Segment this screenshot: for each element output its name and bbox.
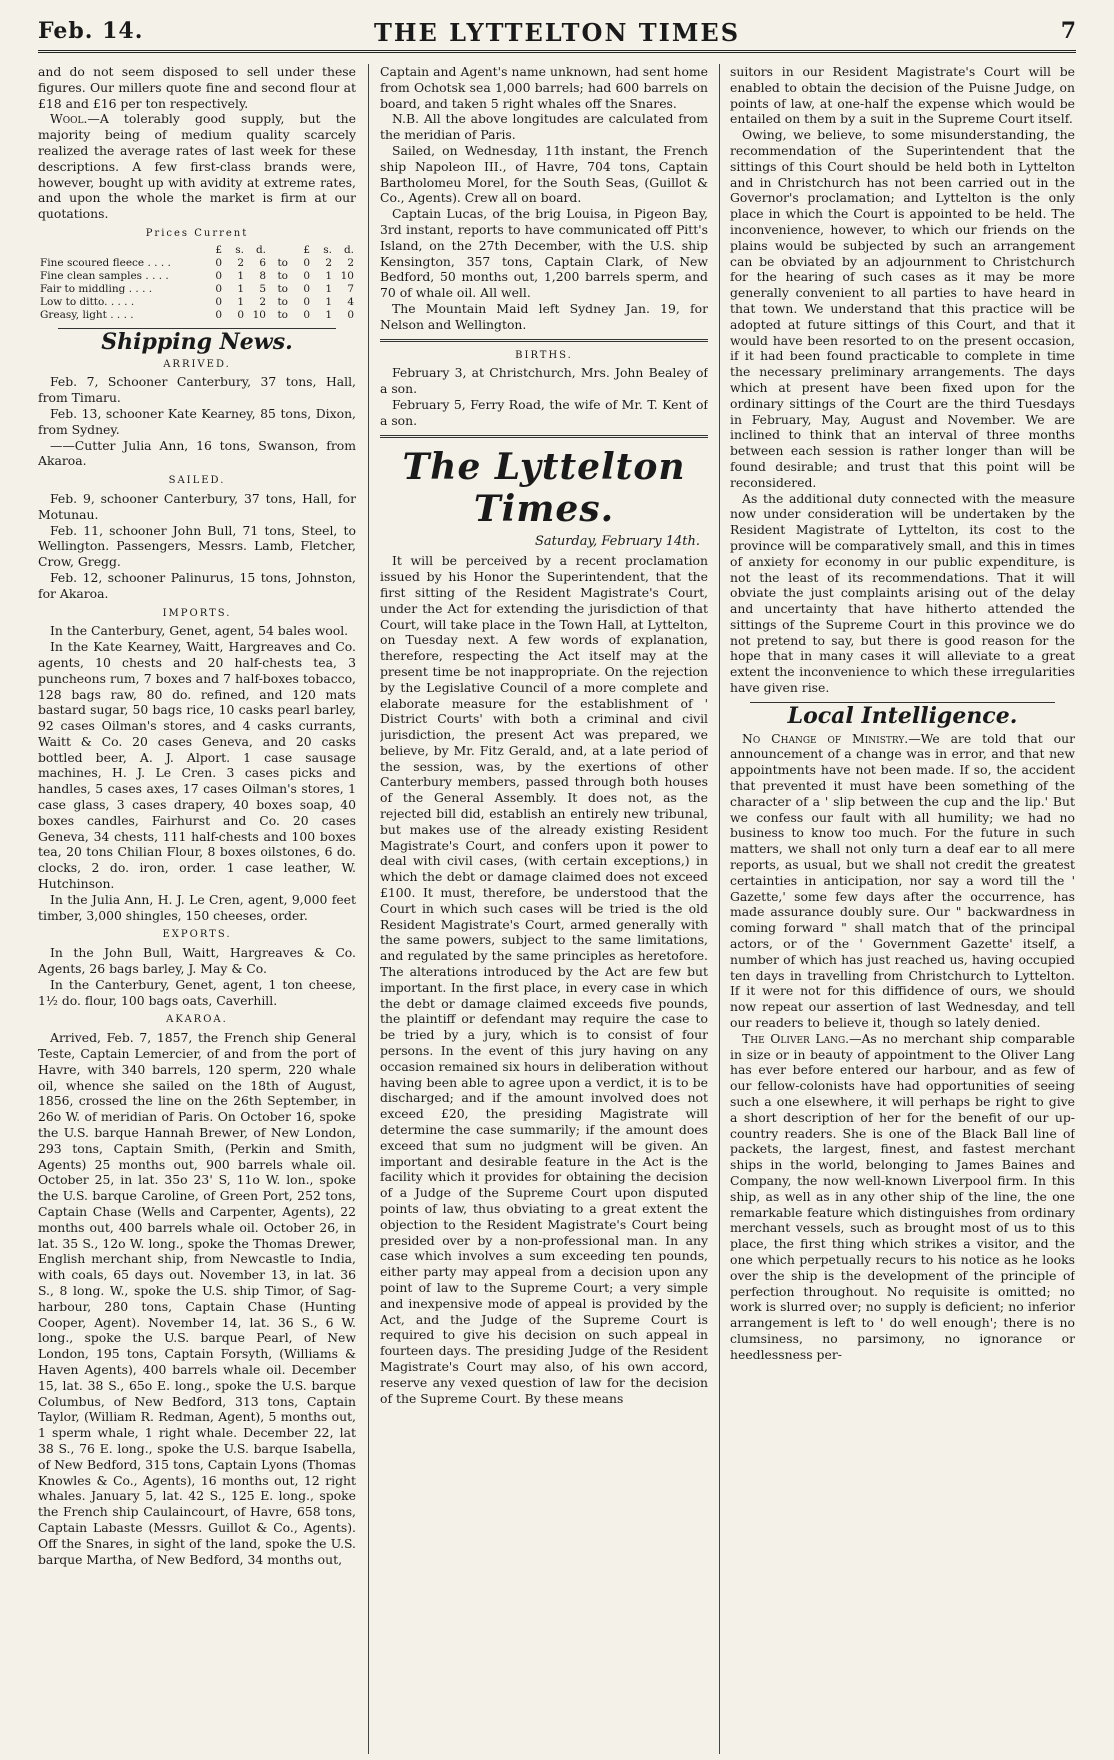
prices-current-title: Prices Current xyxy=(145,227,249,239)
page-number: 7 xyxy=(1060,18,1076,44)
sailed-paragraph: Sailed, on Wednesday, 11th instant, the French ship Napoleon III., of Havre, 704 tons, Captain Bartholomeu Morel, for the South Seas, (Guillot & Co., Agents). Crew all on board. xyxy=(380,142,708,206)
imports-heading: IMPORTS. xyxy=(162,607,232,619)
price-row: Fair to middling . . . . 0 1 5 to 0 1 7 xyxy=(40,282,354,295)
births-heading: BIRTHS. xyxy=(515,349,573,361)
import-item: In the Julia Ann, H. J. Le Cren, agent, 9,000 feet timber, 3,000 shingles, 150 cheeses, order. xyxy=(38,891,356,923)
editorial-continuation: Owing, we believe, to some misunderstanding, the recommendation of the Superintendent that the sittings of this Court should be held both in Lyttelton and in Christchurch has not been carried out in the Governor's proclamation; and Lyttelton is the only place in which the Court is appointed to be held. The inconvenience, however, to which our friends on the plains would be subjected by such an arrangement can be obviated by an adjournment to Christchurch for the hearing of such cases as it may be more generally convenient to all parties to have heard in that town. We understand that this practice will be adopted at future sittings of this Court, and that it would have been resorted to on the present occasion, if it had been found practicable to complete in time the necessary preliminary arrangements. The days which at present have been fixed upon for the ordinary sittings of the Court are the third Tuesdays in February, May, August and November. We are inclined to think that an interval of three months between each session is rather longer than will be found desirable; and trust that this point will be reconsidered. xyxy=(730,127,1075,490)
masthead: The Lyttelton Times. xyxy=(402,445,686,530)
page-header xyxy=(38,18,1076,53)
akaroa-heading: AKAROA. xyxy=(166,1014,228,1026)
oliver-lang-text: —As no merchant ship comparable in size or in beauty of appointment to the Oliver Lang has ever before entered our harbour, and as few of our fellow-colonists have had opportunities of seeing such a one elsewhere, it will perhaps be right to give a short description of her for the benefit of our up-country readers. She is one of the Black Ball line of packets, the largest, finest, and fastest merchant ships in the world, belonging to James Baines and Company, the now well-known Liverpool firm. In this ship, as well as in any other ship of the line, the one remarkable feature which distinguishes from ordinary merchant vessels, such as brought most of us to this place, the first thing which strikes a visitor, and the one which perpetually recurs to his notice as he looks over the ship is the development of the principle of perfection throughout. No requisite is omitted; no work is slurred over; no supply is deficient; no inferior arrangement is left to ' do well enough'; there is no clumsiness, no parsimony, no ignorance or heedlessness per- xyxy=(730,1030,1075,1362)
oliver-lang-paragraph xyxy=(730,1031,1075,1363)
arrived-item: ——Cutter Julia Ann, 16 tons, Swanson, from Akaroa. xyxy=(38,437,356,469)
import-item: In the Kate Kearney, Waitt, Hargreaves and Co. agents, 10 chests and 20 half-chests tea, 3 puncheons rum, 7 boxes and 7 half-boxes tobacco, 128 bags raw, 80 do. refined, and 120 mats bastard sugar, 50 bags rice, 10 casks pearl barley, 92 cases Oilman's stores, and 4 casks currants, Waitt & Co. 20 cases Geneva, and 20 casks bottled beer, A. J. Alport. 1 case sausage machines, H. J. Le Cren. 3 cases picks and handles, 5 cases axes, 17 cases Oilman's stores, 1 case glass, 3 cases drapery, 40 boxes soap, 40 boxes candles, Fairhurst and Co. 20 cases Geneva, 34 chests, 111 half-chests and 100 boxes tea, 20 tons Chilian Flour, 8 boxes oilstones, 6 do. clocks, 2 do. iron, order. 1 case leather, W. Hutchinson. xyxy=(38,639,356,892)
nb-note: N.B. All the above longitudes are calculated from the meridian of Paris. xyxy=(380,111,708,143)
mountain-maid-note: The Mountain Maid left Sydney Jan. 19, for Nelson and Wellington. xyxy=(380,300,708,332)
shipping-continuation: Captain and Agent's name unknown, had sent home from Ochotsk sea 1,000 barrels; had 600 barrels on board, and taken 5 right whales off the Snares. xyxy=(380,64,708,111)
sailed-item: Feb. 9, schooner Canterbury, 37 tons, Hall, for Motunau. xyxy=(38,490,356,522)
birth-notice: February 3, at Christchurch, Mrs. John Bealey of a son. xyxy=(380,365,708,397)
export-item: In the Canterbury, Genet, agent, 1 ton cheese, 1½ do. flour, 100 bags oats, Caverhill. xyxy=(38,976,356,1008)
price-row: Greasy, light . . . . 0 0 10 to 0 1 0 xyxy=(40,308,354,321)
arrived-heading: ARRIVED. xyxy=(163,358,231,370)
column-2 xyxy=(380,64,708,1754)
price-row: Fine clean samples . . . . 0 1 8 to 0 1 10 xyxy=(40,269,354,282)
birth-notice: February 5, Ferry Road, the wife of Mr. T. Kent of a son. xyxy=(380,396,708,428)
exports-heading: EXPORTS. xyxy=(162,929,232,941)
editorial-text: It will be perceived by a recent proclamation issued by his Honor the Superintendent, that the first sitting of the Resident Magistrate's Court, under the Act for extending the jurisdiction of that Court, will take place in the Town Hall, at Lyttelton, on Tuesday next. A few words of explanation, therefore, respecting the Act itself may at the present time be not inappropriate. On the rejection by the Legislative Council of a more complete and elaborate measure for the establishment of ' District Courts' with both a criminal and civil jurisdiction, the present Act was prepared, we believe, by Mr. Fitz Gerald, and, at a late period of the session, was, by the exertions of other Canterbury members, passed through both houses of the General Assembly. It does not, as the rejected bill did, establish an entirely new tribunal, but makes use of the already existing Resident Magistrate's Court, and confers upon it power to deal with civil cases, (with certain exceptions,) in which the debt or damage claimed does not exceed £100. It must, therefore, be understood that the Court in which such cases will be tried is the old Resident Magistrate's Court, armed generally with the same powers, subject to the same limitations, and regulated by the same principles as heretofore. The alterations introduced by the Act are few but important. In the first place, in every case in which the debt or damage claimed exceeds five pounds, the plaintiff or defendant may require the case to be tried by a jury, which is to consist of four persons. In the event of this jury having on any occasion remained six hours in deliberation without having been able to agree upon a verdict, it is to be discharged; and if the amount involved does not exceed £20, the presiding Magistrate will determine the case summarily; if the amount does exceed that sum no judgment will be given. An important and desirable feature in the Act is the facility which it provides for obtaining the decision of a Judge of the Supreme Court upon disputed points of law, thus obviating to a great extent the objection to the Resident Magistrate's Court being presided over by a non-professional man. In any case which involves a sum exceeding ten pounds, either party may appeal from a decision upon any point of law to the Supreme Court; a very simple and inexpensive mode of appeal is provided by the Act, and the Judge of the Supreme Court is required to give his decision on such appeal in fourteen days. The presiding Judge of the Resident Magistrate's Court may also, of his own accord, reserve any vexed question of law for the decision of the Supreme Court. By these means xyxy=(380,553,708,1406)
ministry-heading: No Change of Ministry. xyxy=(742,730,909,746)
wool-text: —A tolerably good supply, but the majority being of medium quality scarcely realized the average rates of last week for these descriptions. A few first-class brands were, however, bought up with avidity at extreme rates, and upon the whole the market is firm at our quotations. xyxy=(38,111,356,222)
page-date: Feb. 14. xyxy=(38,18,144,44)
local-intelligence-heading: Local Intelligence. xyxy=(787,702,1018,729)
ministry-text: —We are told that our announcement of a change was in error, and that new appointments have not been made. If so, the accident that prevented it must have been something of the character of a ' slip between the cup and the lip.' But we confess our fault with all humility; we had no business to know too much. For the future in such matters, we shall not only turn a deaf ear to all mere reports, as usual, but we shall not credit the greatest certainties in anticipation, nor say a word till the ' Gazette,' some few days after the occurrence, has made assurance doubly sure. Our " backwardness in coming forward " shall match that of the principal actors, or of the ' Government Gazette' itself, a number of which has just reached us, having occupied ten days in travelling from Christchurch to Lyttelton. If it were not for this diffidence of ours, we should now repeat our assertion of last Wednesday, and tell our readers to believe it, though so lately denied. xyxy=(730,730,1075,1031)
sailed-heading: SAILED. xyxy=(168,475,226,487)
column-rule xyxy=(719,64,720,1754)
arrived-item: Feb. 7, Schooner Canterbury, 37 tons, Hall, from Timaru. xyxy=(38,374,356,406)
column-1 xyxy=(38,64,356,1754)
oliver-lang-heading: The Oliver Lang. xyxy=(742,1030,850,1046)
shipping-news-heading: Shipping News. xyxy=(101,328,293,355)
wool-heading: Wool. xyxy=(50,111,88,127)
market-report: and do not seem disposed to sell under these figures. Our millers quote fine and second flour at £18 and £16 per ton respectively. xyxy=(38,64,356,111)
prices-table xyxy=(38,244,356,322)
editorial-dateline: Saturday, February 14th. xyxy=(534,533,700,549)
prices-units-row: £ s. d. £ s. d. xyxy=(215,243,354,256)
editorial-continuation: suitors in our Resident Magistrate's Court will be enabled to obtain the decision of the Puisne Judge, on points of law, at one-half the expense which would be entailed on them by a suit in the Supreme Court itself. xyxy=(730,64,1075,127)
sailed-item: Feb. 12, schooner Palinurus, 15 tons, Johnston, for Akaroa. xyxy=(38,569,356,601)
import-item: In the Canterbury, Genet, agent, 54 bales wool. xyxy=(50,623,349,639)
column-rule xyxy=(368,64,369,1754)
newspaper-title: THE LYTTELTON TIMES xyxy=(373,18,741,47)
ministry-paragraph xyxy=(730,731,1075,1031)
price-row: Fine scoured fleece . . . . 0 2 6 to 0 2 2 xyxy=(40,256,354,269)
editorial-continuation: As the additional duty connected with the measure now under consideration will be undertaken by the Resident Magistrate of Lyttelton, its cost to the province will be comparatively small, and this in times of anxiety for economy in our public expenditure, is not the least of its recommendations. That it will obviate the just complaints arising out of the delay and uncertainty that have hitherto attended the sittings of the Supreme Court in this province we do not pretend to say, but there is good reason for the hope that in many cases it will alleviate to a great extent the inconvenience to which these irregularities have given rise. xyxy=(730,490,1075,696)
lucas-report: Captain Lucas, of the brig Louisa, in Pigeon Bay, 3rd instant, reports to have communicated off Pitt's Island, on the 27th December, with the U.S. ship Kensington, 357 tons, Captain Clark, of New Bedford, 50 months out, 1,200 barrels sperm, and 70 of whale oil. All well. xyxy=(380,206,708,301)
akaroa-report: Arrived, Feb. 7, 1857, the French ship General Teste, Captain Lemercier, of and from the port of Havre, with 340 barrels, 120 sperm, 220 whale oil, whence she sailed on the 18th of August, 1856, crossed the line on the 26th September, in 26o W. of meridian of Paris. On October 16, spoke the U.S. barque Hannah Brewer, of New London, 293 tons, Captain Smith, (Perkin and Smith, Agents) 25 months out, 900 barrels whale oil. October 25, in lat. 35o 23' S, 11o W. lon., spoke the U.S. barque Caroline, of Green Port, 252 tons, Captain Chase (Wells and Carpenter, Agents), 22 months out, 400 barrels whale oil. October 26, in lat. 35 S., 12o W. long., spoke the Thomas Drewer, English merchant ship, from Newcastle to India, with coals, 65 days out. November 13, in lat. 36 S., 8 long. W., spoke the U.S. ship Timor, of Sag-harbour, 280 tons, Captain Chase (Hunting Cooper, Agent). November 14, lat. 36 S., 6 W. long., spoke the U.S. barque Pearl, of New London, 195 tons, Captain Forsyth, (Williams & Haven Agents), 400 barrels whale oil. December 15, lat. 38 S., 65o E. long., spoke the U.S. barque Columbus, of New Bedford, 313 tons, Captain Taylor, (William R. Redman, Agent), 5 months out, 1 sperm whale, 1 right whale. December 22, lat 38 S., 76 E. long., spoke the U.S. barque Isabella, of New Bedford, 315 tons, Captain Lyons (Thomas Knowles & Co., Agents), 16 months out, 12 right whales. January 5, lat. 42 S., 125 E. long., spoke the French ship Caulaincourt, of Havre, 658 tons, Captain Labaste (Messrs. Guillot & Co., Agents). Off the Snares, in sight of the land, spoke the U.S. barque Martha, of New Bedford, 34 months out, xyxy=(38,1030,356,1567)
wool-paragraph xyxy=(38,111,356,222)
column-3 xyxy=(730,64,1075,1754)
sailed-item: Feb. 11, schooner John Bull, 71 tons, Steel, to Wellington. Passengers, Messrs. Lamb, Fletcher, Crow, Gregg. xyxy=(38,522,356,570)
export-item: In the John Bull, Waitt, Hargreaves & Co. Agents, 26 bags barley, J. May & Co. xyxy=(38,945,356,977)
arrived-item: Feb. 13, schooner Kate Kearney, 85 tons, Dixon, from Sydney. xyxy=(38,405,356,437)
price-row: Low to ditto. . . . . 0 1 2 to 0 1 4 xyxy=(40,295,354,308)
